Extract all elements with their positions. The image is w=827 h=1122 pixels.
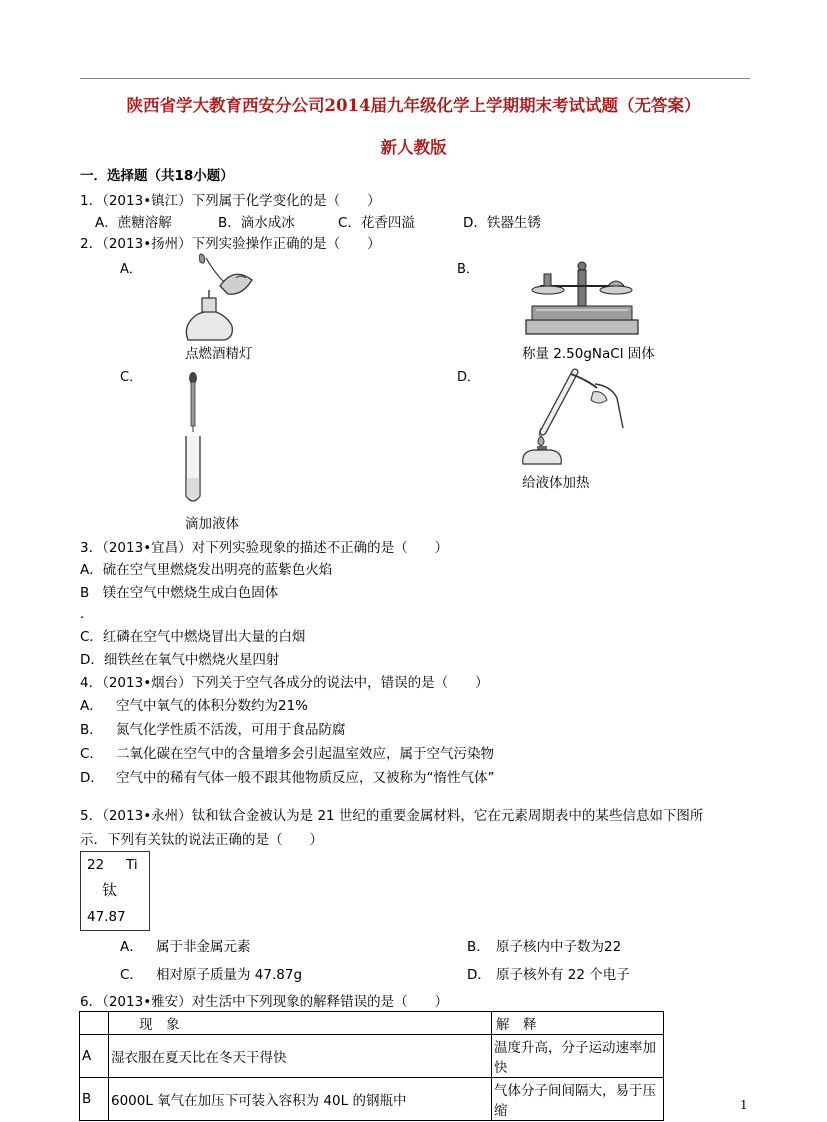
q5-option-b: 原子核内中子数为22 — [496, 939, 622, 955]
q1-option-a: A．蔗糖溶解 — [95, 215, 172, 231]
q5-letter-c: C． — [120, 967, 143, 983]
q2-a-caption: 点燃酒精灯 — [185, 346, 253, 362]
q1-stem: 1．（2013•镇江）下列属于化学变化的是（ ） — [80, 193, 381, 209]
q3-stem: 3．（2013•宜昌）对下列实验现象的描述不正确的是（ ） — [80, 540, 449, 556]
q5-option-c: 相对原子质量为 47.87g — [156, 967, 303, 983]
q5-option-d: 原子核外有 22 个电子 — [496, 967, 630, 983]
q4-letter-c: C． — [80, 746, 103, 762]
q4-letter-a: A． — [80, 698, 103, 714]
table-cell: 温度升高，分子运动速率加快 — [492, 1035, 664, 1078]
q5-stem-line1: 5．（2013•永州）钛和钛合金被认为是 21 世纪的重要金属材料，它在元素周期表中的某些信息如下图所 — [80, 808, 704, 824]
table-cell: 湿衣服在夏天比在冬天干得快 — [109, 1035, 492, 1078]
table-header-cell: 现 象 — [109, 1012, 492, 1035]
q2-b-caption: 称量 2.50gNaCl 固体 — [522, 346, 655, 362]
q4-option-c: 二氧化碳在空气中的含量增多会引起温室效应，属于空气污染物 — [116, 746, 494, 762]
q5-option-a: 属于非金属元素 — [156, 939, 251, 955]
q3-option-d: D．细铁丝在氧气中燃烧火星四射 — [80, 652, 280, 668]
q4-stem: 4．（2013•烟台）下列关于空气各成分的说法中，错误的是（ ） — [80, 675, 489, 691]
q2-b-letter: B． — [457, 262, 479, 277]
balance-scale-image — [522, 256, 642, 338]
q2-d-caption: 给液体加热 — [522, 475, 590, 491]
q5-letter-d: D． — [467, 967, 491, 983]
alcohol-lamp-lighting-image — [180, 252, 260, 344]
q5-letter-b: B． — [467, 939, 490, 955]
table-cell: B — [80, 1078, 109, 1121]
document-subtitle: 新人教版 — [380, 138, 447, 157]
q2-stem: 2．（2013•扬州）下列实验操作正确的是（ ） — [80, 236, 381, 252]
table-cell: A — [80, 1035, 109, 1078]
table-row — [80, 1078, 664, 1121]
q2-d-letter: D． — [457, 370, 481, 385]
q3-option-a: A．硫在空气里燃烧发出明亮的蓝紫色火焰 — [80, 562, 333, 578]
table-cell: 气体分子间间隔大，易于压缩 — [492, 1078, 664, 1121]
q4-letter-d: D． — [80, 770, 104, 786]
document-title: 陕西省学大教育西安分公司2014届九年级化学上学期期末考试试题（无答案） — [126, 96, 701, 115]
q1-option-d: D．铁器生锈 — [463, 215, 541, 231]
q4-letter-b: B． — [80, 722, 103, 738]
element-atomic-number: 22 — [87, 857, 105, 873]
q3-option-b-dot: ． — [80, 606, 94, 622]
q1-option-c: C．花香四溢 — [338, 215, 415, 231]
heating-liquid-image — [515, 366, 627, 466]
q2-c-caption: 滴加液体 — [185, 516, 239, 532]
q6-table — [79, 1011, 664, 1121]
q4-option-a: 空气中氧气的体积分数约为21% — [116, 698, 309, 714]
q2-c-letter: C． — [120, 370, 143, 385]
q4-option-b: 氮气化学性质不活泼，可用于食品防腐 — [116, 722, 346, 738]
q5-letter-a: A． — [120, 939, 143, 955]
table-header-cell: 解 释 — [492, 1012, 664, 1035]
table-header-row — [80, 1012, 664, 1035]
q4-option-d: 空气中的稀有气体一般不跟其他物质反应，又被称为“惰性气体” — [116, 770, 495, 786]
table-header-cell — [80, 1012, 109, 1035]
table-row — [80, 1035, 664, 1078]
element-card-titanium — [80, 851, 150, 931]
q3-option-c: C．红磷在空气中燃烧冒出大量的白烟 — [80, 629, 306, 645]
dropper-test-tube-image — [180, 372, 210, 507]
q5-stem-line2: 示．下列有关钛的说法正确的是（ ） — [80, 832, 323, 848]
q1-option-b: B．滴水成冰 — [218, 215, 295, 231]
element-name: 钛 — [102, 881, 118, 899]
section-heading: 一．选择题（共18小题） — [80, 168, 234, 184]
element-atomic-mass: 47.87 — [87, 909, 126, 925]
q3-option-b: B 镁在空气中燃烧生成白色固体 — [80, 585, 279, 601]
q2-a-letter: A． — [120, 262, 142, 277]
table-cell: 6000L 氧气在加压下可装入容积为 40L 的钢瓶中 — [109, 1078, 492, 1121]
header-rule — [80, 78, 750, 79]
element-symbol: Ti — [126, 857, 138, 873]
page-number: 1 — [740, 1098, 748, 1112]
q6-stem: 6．（2013•雅安）对生活中下列现象的解释错误的是（ ） — [80, 994, 449, 1010]
